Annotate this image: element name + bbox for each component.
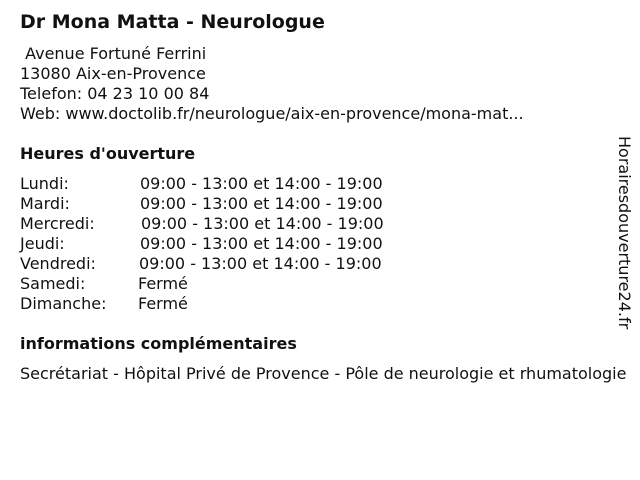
address-block [20,44,524,124]
time-value: 09:00 - 13:00 et 14:00 - 19:00 [140,174,383,193]
time-value: 09:00 - 13:00 et 14:00 - 19:00 [141,214,384,233]
website-link[interactable]: Web: www.doctolib.fr/neurologue/aix-en-provence/mona-mat... [20,104,524,123]
city-address: 13080 Aix-en-Provence [20,64,206,83]
page-title: Dr Mona Matta - Neurologue [20,11,325,33]
info-text: Secrétariat - Hôpital Privé de Provence - Pôle de neurologie et rhumatologie [20,364,627,383]
day-label: Lundi: [20,174,69,193]
time-value: Fermé [138,294,188,313]
time-value: Fermé [138,274,188,293]
day-label: Mercredi: [20,214,95,233]
day-label: Samedi: [20,274,86,293]
time-value: 09:00 - 13:00 et 14:00 - 19:00 [140,234,383,253]
info-heading: informations complémentaires [20,334,297,353]
time-value: 09:00 - 13:00 et 14:00 - 19:00 [140,194,383,213]
street-address: Avenue Fortuné Ferrini [20,44,207,63]
day-label: Dimanche: [20,294,107,313]
time-value: 09:00 - 13:00 et 14:00 - 19:00 [139,254,382,273]
hours-heading: Heures d'ouverture [20,144,196,163]
day-label: Mardi: [20,194,70,213]
phone-number: Telefon: 04 23 10 00 84 [20,84,210,103]
day-label: Vendredi: [20,254,96,273]
site-watermark: Horairesdouverture24.fr [615,136,634,330]
day-label: Jeudi: [20,234,65,253]
